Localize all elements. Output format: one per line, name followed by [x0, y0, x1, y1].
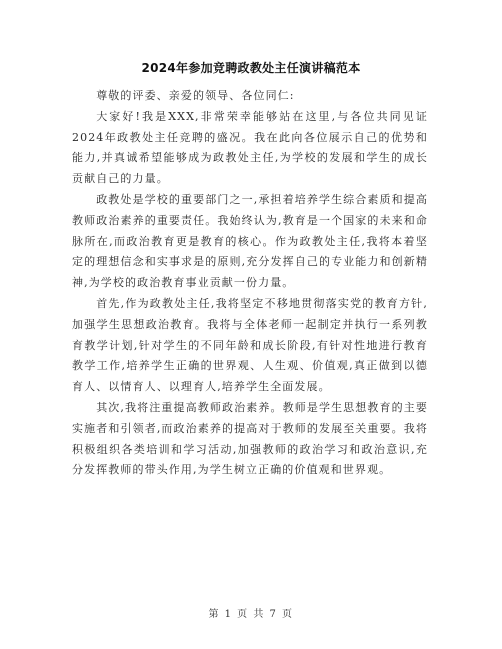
page-number-footer: 第 1 页 共 7 页 — [208, 609, 294, 620]
intro-paragraph: 大家好!我是XXX,非常荣幸能够站在这里,与各位共同见证2024年政教处主任竞聘的盛况。我在此向各位展示自己的优势和能力,并真诚希望能够成为政教处主任,为学校的发展和学生的成长贡献自己的力量。 — [72, 109, 428, 186]
document-title: 2024年参加竞聘政教处主任演讲稿范本 — [141, 61, 361, 75]
second-point-paragraph: 其次,我将注重提高教师政治素养。教师是学生思想教育的主要实施者和引领者,而政治素养的提高对于教师的发展至关重要。我将积极组织各类培训和学习活动,加强教师的政治学习和政治意识,充分发挥教师的带头作用,为学生树立正确的价值观和世界观。 — [72, 400, 428, 477]
document-body — [72, 86, 428, 481]
salutation-paragraph: 尊敬的评委、亲爱的领导、各位同仁: — [96, 89, 295, 102]
department-paragraph: 政教处是学校的重要部门之一,承担着培养学生综合素质和提高教师政治素养的重要责任。我始终认为,教育是一个国家的未来和命脉所在,而政治教育更是教育的核心。作为政教处主任,我将本着坚定的理想信念和实事求是的原则,充分发挥自己的专业能力和创新精神,为学校的政治教育事业贡献一份力量。 — [72, 192, 428, 290]
first-point-paragraph: 首先,作为政教处主任,我将坚定不移地贯彻落实党的教育方针,加强学生思想政治教育。我将与全体老师一起制定并执行一系列教育教学计划,针对学生的不同年龄和成长阶段,有针对性地进行教育教学工作,培养学生正确的世界观、人生观、价值观,真正做到以德育人、以情育人、以理育人,培养学生全面发展。 — [72, 296, 428, 394]
